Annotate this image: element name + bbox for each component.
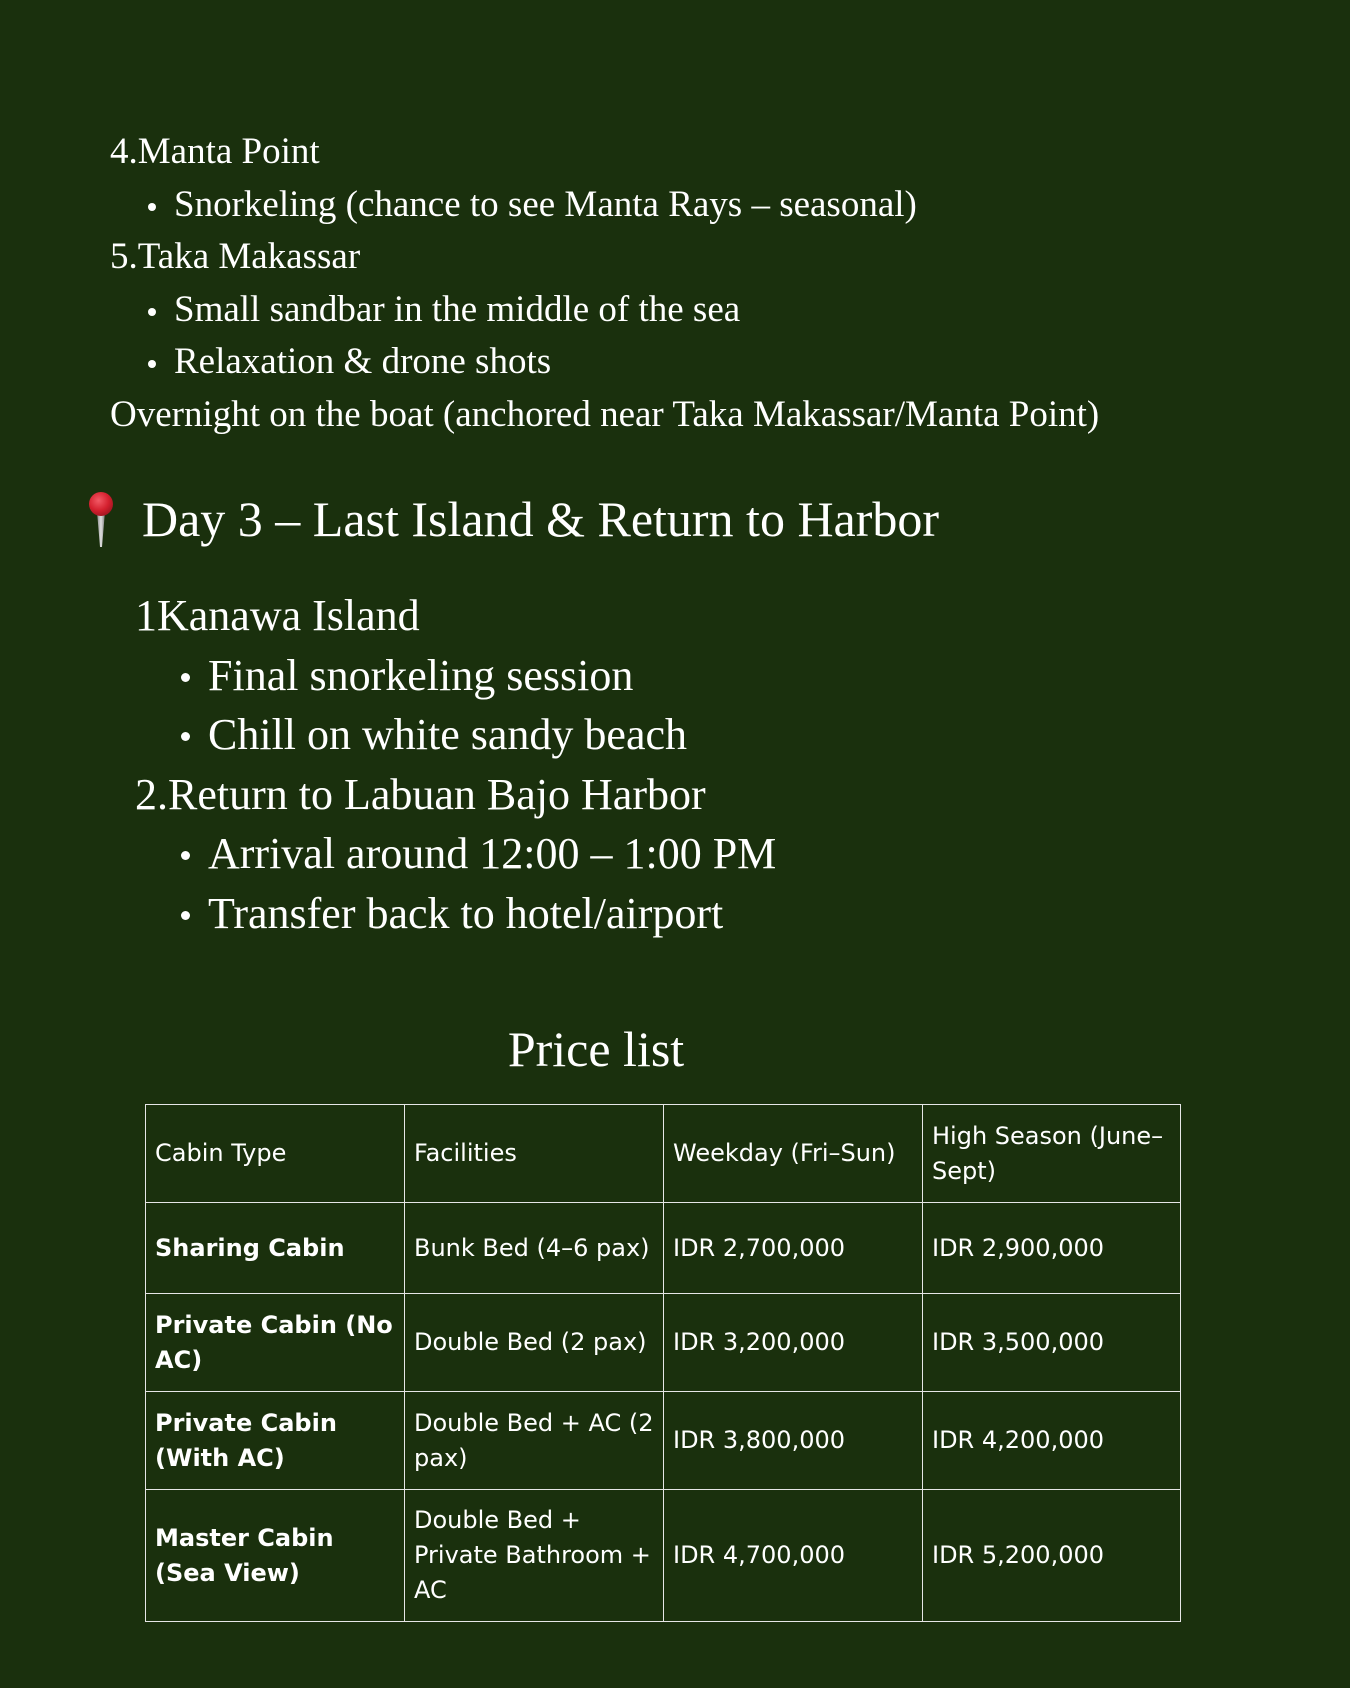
facilities-cell: Double Bed + Private Bathroom + AC [405, 1490, 664, 1622]
header-cabin-type: Cabin Type [146, 1105, 405, 1203]
round-pushpin-icon [84, 491, 118, 547]
high-season-price-cell: IDR 2,900,000 [923, 1203, 1181, 1294]
list-item: Relaxation & drone shots [110, 336, 1099, 389]
header-high-season: High Season (June–Sept) [923, 1105, 1181, 1203]
day3-section [135, 586, 776, 943]
high-season-price-cell: IDR 3,500,000 [923, 1294, 1181, 1392]
stop-kanawa-island: 1Kanawa Island [135, 591, 420, 640]
header-weekday: Weekday (Fri–Sun) [664, 1105, 923, 1203]
facilities-cell: Double Bed (2 pax) [405, 1294, 664, 1392]
list-item: Chill on white sandy beach [135, 705, 776, 765]
weekday-price-cell: IDR 3,800,000 [664, 1392, 923, 1490]
cabin-type-cell: Sharing Cabin [146, 1203, 405, 1294]
high-season-price-cell: IDR 5,200,000 [923, 1490, 1181, 1622]
cabin-type-cell: Private Cabin (No AC) [146, 1294, 405, 1392]
facilities-cell: Double Bed + AC (2 pax) [405, 1392, 664, 1490]
day2-continued-section [110, 126, 1099, 441]
list-item: Arrival around 12:00 – 1:00 PM [135, 824, 776, 884]
header-facilities: Facilities [405, 1105, 664, 1203]
list-item: Snorkeling (chance to see Manta Rays – seasonal) [110, 179, 1099, 232]
weekday-price-cell: IDR 4,700,000 [664, 1490, 923, 1622]
table-row [146, 1203, 1181, 1294]
list-item: Transfer back to hotel/airport [135, 884, 776, 944]
table-row [146, 1490, 1181, 1622]
table-row [146, 1392, 1181, 1490]
taka-makassar-list [110, 284, 1099, 389]
table-row [146, 1294, 1181, 1392]
stop-return-harbor: 2.Return to Labuan Bajo Harbor [135, 769, 706, 819]
stop-taka-makassar: 5.Taka Makassar [110, 236, 361, 277]
high-season-price-cell: IDR 4,200,000 [923, 1392, 1181, 1490]
table-header-row [146, 1105, 1181, 1203]
day3-heading: Day 3 – Last Island & Return to Harbor [142, 491, 940, 547]
manta-point-list [110, 179, 1099, 232]
facilities-cell: Bunk Bed (4–6 pax) [405, 1203, 664, 1294]
kanawa-island-list [135, 646, 776, 765]
list-item: Final snorkeling session [135, 646, 776, 706]
overnight-note: Overnight on the boat (anchored near Taka Makassar/Manta Point) [110, 393, 1100, 435]
weekday-price-cell: IDR 3,200,000 [664, 1294, 923, 1392]
weekday-price-cell: IDR 2,700,000 [664, 1203, 923, 1294]
cabin-type-cell: Master Cabin (Sea View) [146, 1490, 405, 1622]
price-list-title: Price list [507, 1021, 685, 1077]
day3-heading-row [84, 486, 939, 552]
list-item: Small sandbar in the middle of the sea [110, 284, 1099, 337]
price-table [145, 1104, 1181, 1622]
return-harbor-list [135, 824, 776, 943]
stop-manta-point: 4.Manta Point [110, 131, 320, 172]
cabin-type-cell: Private Cabin (With AC) [146, 1392, 405, 1490]
